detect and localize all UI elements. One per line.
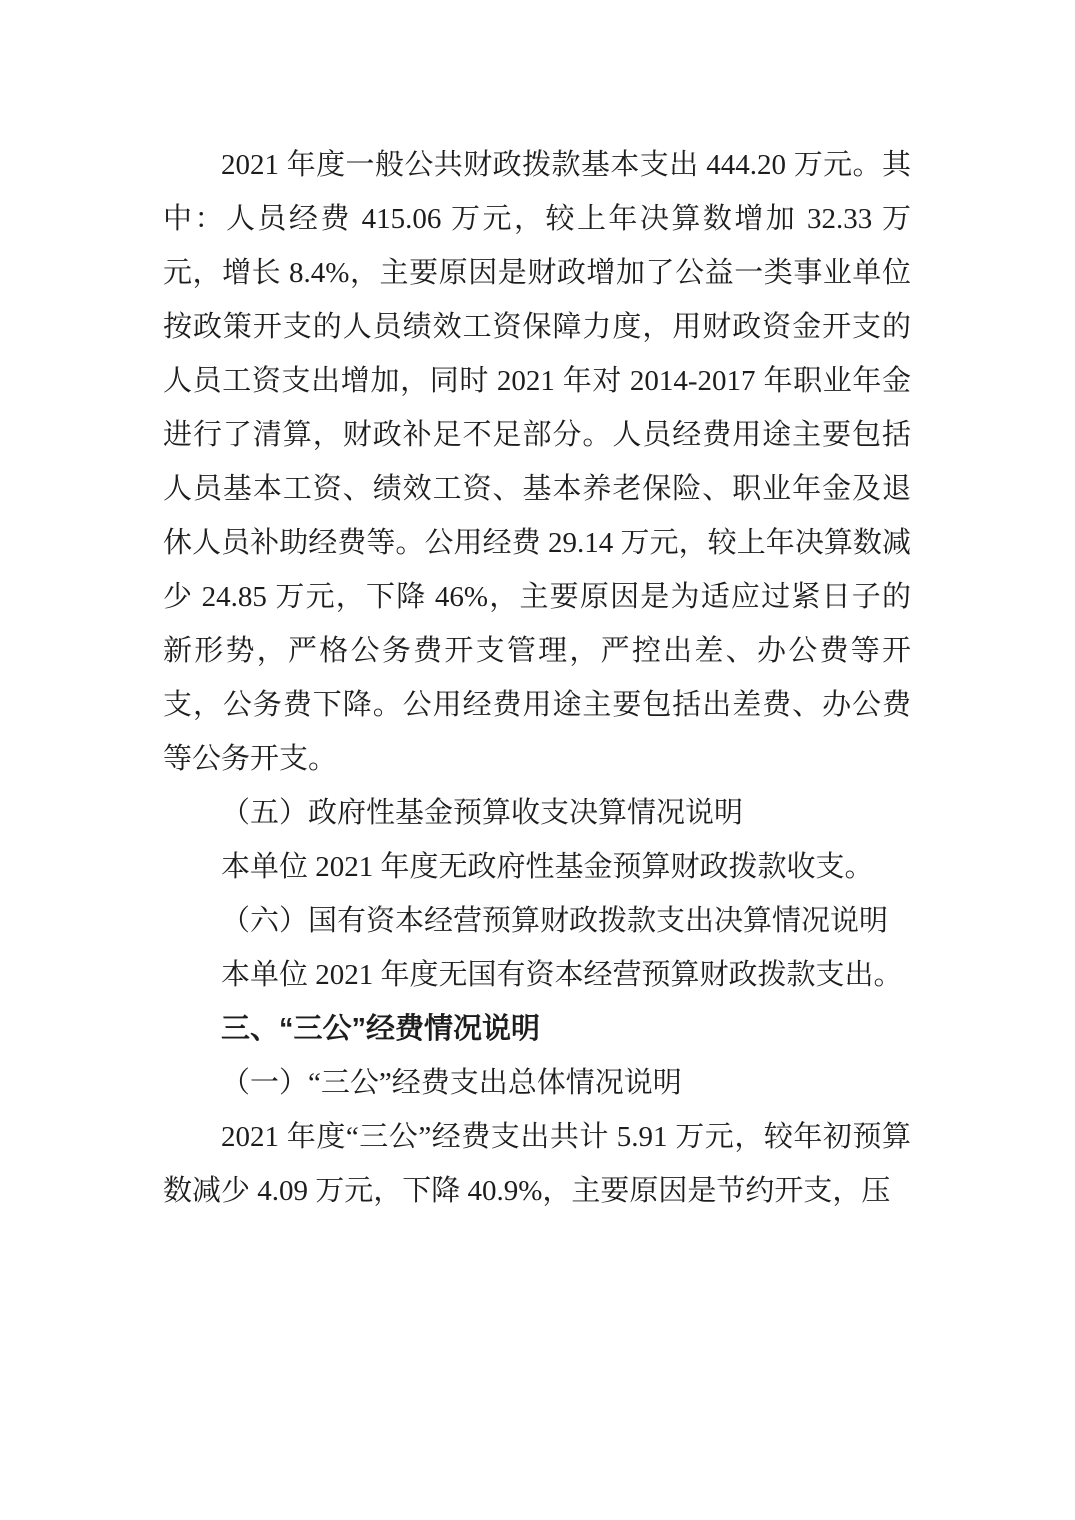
heading-section5-government-fund-budget: （五）政府性基金预算收支决算情况说明 <box>221 797 744 829</box>
paragraph-three-public-expenditure: 2021 年度“三公”经费支出共计 5.91 万元，较年初预算数减少 4.09 万元，下降 40.9%，主要原因是节约开支，压 <box>163 1121 911 1207</box>
heading-three-public-funds-section: 三、“三公”经费情况说明 <box>221 1013 541 1045</box>
paragraph-government-fund-statement: 本单位 2021 年度无政府性基金预算财政拨款收支。 <box>221 851 874 883</box>
heading-section6-state-capital-budget: （六）国有资本经营预算财政拨款支出决算情况说明 <box>221 905 889 937</box>
heading-subsection1-overall-expenditure: （一）“三公”经费支出总体情况说明 <box>221 1067 682 1099</box>
paragraph-state-capital-statement: 本单位 2021 年度无国有资本经营预算财政拨款支出。 <box>221 959 903 991</box>
paragraph-basic-expenditure-detail: 2021 年度一般公共财政拨款基本支出 444.20 万元。其中：人员经费 415.06 万元，较上年决算数增加 32.33 万元，增长 8.4%，主要原因是财政增加了公益一类事业单位按政策开支的人员绩效工资保障力度，用财政资金开支的人员工资支出增加，同时 2021 年对 2014-2017 年职业年金进行了清算，财政补足不足部分。人员经费用途主要包括人员基本工资、绩效工资、基本养老保险、职业年金及退休人员补助经费等。公用经费 29.14 万元，较上年决算数减少 24.85 万元，下降 46%，主要原因是为适应过紧日子的新形势，严格公务费开支管理，严控出差、办公费等开支，公务费下降。公用经费用途主要包括出差费、办公费等公务开支。 <box>163 149 911 775</box>
